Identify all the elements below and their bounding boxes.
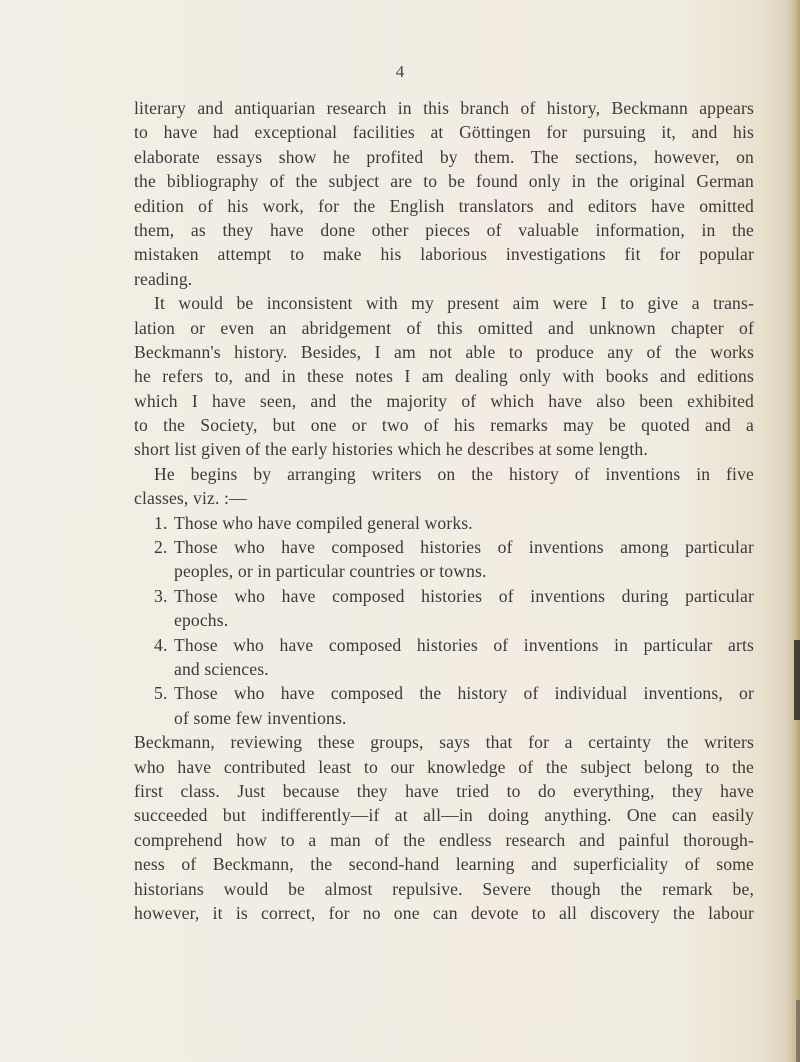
text-line: literary and antiquarian research in this branch of history, Beckmann appears [134, 98, 754, 118]
text-line: mistaken attempt to make his laborious investigations fit for popular [134, 244, 754, 265]
list-number: 4. [154, 634, 168, 655]
text-line: ness of Beckmann, the second-hand learning and superficiality of some [134, 854, 754, 875]
page-number: 4 [395, 62, 405, 81]
text-line: elaborate essays show he profited by them. The sections, however, on [134, 146, 754, 167]
text-line: first class. Just because they have tried to do everything, they have [134, 780, 754, 801]
text-line: Beckmann's history. Besides, I am not able to produce any of the works [134, 341, 754, 362]
list-text-continued: epochs. [174, 610, 229, 631]
list-number: 1. [154, 512, 168, 533]
list-text-continued: peoples, or in particular countries or towns. [174, 561, 487, 582]
list-item [134, 681, 754, 705]
text-line: He begins by arranging writers on the history of inventions in five [154, 463, 754, 484]
text-line: reading. [134, 268, 193, 289]
list-text-continued: of some few inventions. [174, 707, 347, 728]
text-line: classes, viz. :— [134, 488, 247, 509]
text-line: comprehend how to a man of the endless research and painful thorough- [134, 829, 754, 850]
text-line: the bibliography of the subject are to be found only in the original German [134, 171, 754, 192]
body-text [134, 96, 754, 925]
paragraph-1 [134, 96, 754, 291]
page-edge-shadow [786, 0, 800, 1062]
list-number: 3. [154, 585, 168, 606]
text-line: short list given of the early histories which he describes at some length. [134, 439, 648, 460]
text-line: which I have seen, and the majority of which have also been exhibited [134, 390, 754, 411]
text-line: edition of his work, for the English translators and editors have omitted [134, 195, 754, 216]
list-item [134, 633, 754, 657]
text-line: Beckmann, reviewing these groups, says that for a certainty the writers [134, 732, 754, 753]
text-line: to have had exceptional facilities at Göttingen for pursuing it, and his [134, 122, 754, 143]
list-text: Those who have compiled general works. [174, 512, 473, 533]
text-line: who have contributed least to our knowledge of the subject belong to the [134, 756, 754, 777]
text-line: them, as they have done other pieces of valuable information, in the [134, 219, 754, 240]
list-text-continued: and sciences. [174, 658, 269, 679]
page-edge-mark [796, 1000, 800, 1062]
list-text: Those who have composed histories of inventions among particular [174, 537, 754, 558]
list-text: Those who have composed histories of inventions in particular arts [174, 634, 754, 655]
list-item [134, 535, 754, 559]
list-text: Those who have composed the history of individual inventions, or [174, 683, 754, 704]
paragraph-4 [134, 730, 754, 925]
list-number: 5. [154, 683, 168, 704]
list-number: 2. [154, 537, 168, 558]
numbered-list [134, 511, 754, 731]
text-line: succeeded but indifferently—if at all—in doing anything. One can easily [134, 805, 754, 826]
list-item [134, 511, 754, 535]
text-line: to the Society, but one or two of his remarks may be quoted and a [134, 415, 754, 436]
text-line: It would be inconsistent with my present aim were I to give a trans- [154, 293, 754, 314]
list-item [134, 584, 754, 608]
text-line: he refers to, and in these notes I am dealing only with books and editions [134, 366, 754, 387]
list-text: Those who have composed histories of inventions during particular [174, 585, 754, 606]
text-line: lation or even an abridgement of this omitted and unknown chapter of [134, 317, 754, 338]
text-line: however, it is correct, for no one can devote to all discovery the labour [134, 902, 754, 923]
text-line: historians would be almost repulsive. Severe though the remark be, [134, 878, 754, 899]
page-edge-mark [794, 640, 800, 720]
paragraph-2 [134, 291, 754, 462]
paragraph-3 [134, 462, 754, 511]
